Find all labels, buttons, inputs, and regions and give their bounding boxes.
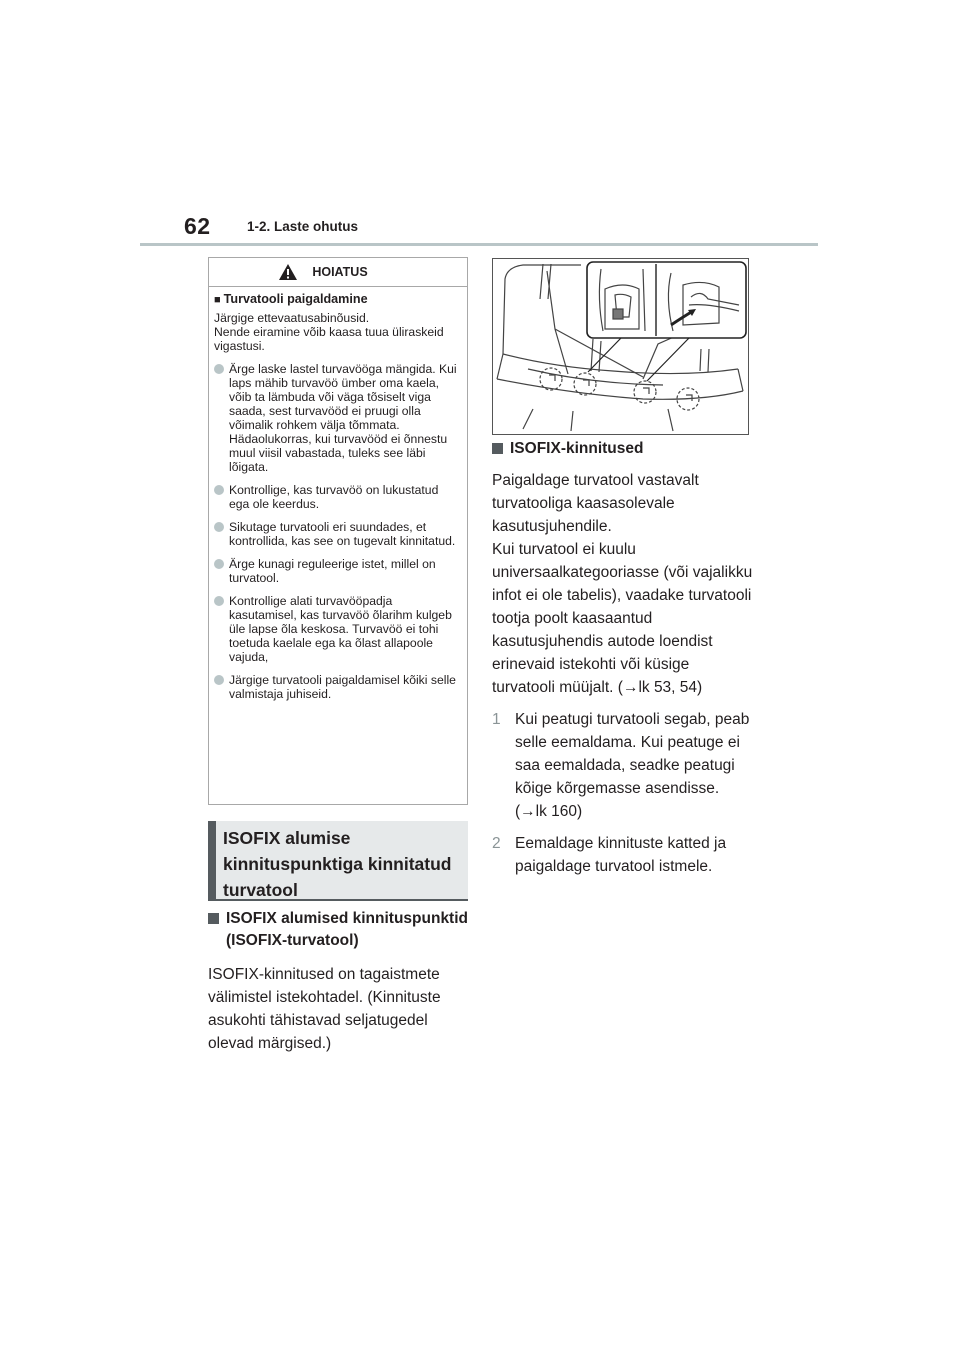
isofix-anchors-heading: ISOFIX-kinnitused — [492, 438, 754, 460]
list-item: Sikutage turvatooli eri suundades, et kontrollida, kas see on tugevalt kinnitatud. — [214, 520, 461, 548]
square-bullet-icon — [492, 443, 503, 454]
step-number: 2 — [492, 835, 501, 852]
warning-title: HOIATUS — [312, 265, 368, 279]
install-instructions-paragraph: Paigaldage turvatool vastavalt turvatooliga kaasasolevale kasutusjuhendile. Kui turvatool ei kuulu universaalkategooriasse (või vajalikku infot ei ole tabelis), vaadake turvatooli tootja poolt kaasaantud kasutusjuhendis autode loendist erinevaid istekohti või küsige turvatooli müüjalt. (→lk 53, 54) — [492, 472, 753, 696]
step-2 — [492, 832, 754, 878]
isofix-lower-anchors-heading: ISOFIX alumised kinnituspunktid (ISOFIX-turvatool) — [208, 908, 470, 952]
warning-box — [208, 257, 468, 805]
isofix-location-paragraph: ISOFIX-kinnitused on tagaistmete välimistel istekohtadel. (Kinnituste asukohti tähistavad seljatugedel olevad märgised.) — [208, 966, 441, 1052]
bullet-icon — [214, 485, 224, 495]
list-item: Ärge kunagi reguleerige istet, millel on turvatool. — [214, 557, 461, 585]
rear-seat-illustration-icon — [493, 259, 748, 434]
bullet-icon — [214, 596, 224, 606]
square-bullet-icon: ■ — [214, 294, 221, 306]
header-rule — [140, 243, 818, 246]
step-1 — [492, 708, 754, 823]
warning-header — [209, 258, 467, 287]
list-item: Kontrollige, kas turvavöö on lukustatud ega ole keerdus. — [214, 483, 461, 511]
isofix-anchor-illustration — [492, 258, 749, 435]
step-text: Kui peatugi turvatooli segab, peab selle eemaldama. Kui peatuge ei saa eemaldada, seadke peatugi kõige kõrgemasse asendisse. (→lk 160) — [515, 711, 750, 820]
step-number: 1 — [492, 711, 501, 728]
step-text: Eemaldage kinnituste katted ja paigaldage turvatool istmele. — [515, 835, 727, 875]
bullet-icon — [214, 675, 224, 685]
warning-intro: Järgige ettevaatusabinõusid. Nende eiramine võib kaasa tuua üliraskeid vigastusi. — [214, 311, 444, 353]
page-number: 62 — [184, 213, 211, 239]
bullet-icon — [214, 522, 224, 532]
list-item: Ärge laske lastel turvavööga mängida. Kui laps mähib turvavöö ümber oma kaela, võib ta lämbuda või väga tõsiselt viga saada, sest turvavööd ei pruugi olla võimalik rohkem välja tõmmata. Hädaolukorras, kui turvavööd ei õnnestu muul viisil vabastada, tuleks see läbi lõigata. — [214, 362, 461, 474]
bullet-icon — [214, 364, 224, 374]
bullet-icon — [214, 559, 224, 569]
left-column — [208, 908, 470, 1055]
right-column — [492, 438, 754, 878]
warning-triangle-icon — [278, 263, 298, 281]
warning-subheading: ■ Turvatooli paigaldamine — [214, 292, 368, 306]
section-title: 1-2. Laste ohutus — [247, 219, 359, 234]
square-bullet-icon — [208, 913, 219, 924]
list-item: Kontrollige alati turvavööpadja kasutamisel, kas turvavöö õlarihm kulgeb üle lapse õla keskosa. Turvavöö ei tohi toetuda kaelale ega ka õlast allapoole vajuda, — [214, 594, 461, 664]
list-item: Järgige turvatooli paigaldamisel kõiki selle valmistaja juhiseid. — [214, 673, 461, 701]
warning-list — [214, 362, 461, 701]
isofix-heading: ISOFIX alumise kinnituspunktiga kinnitatud turvatool — [208, 821, 468, 901]
